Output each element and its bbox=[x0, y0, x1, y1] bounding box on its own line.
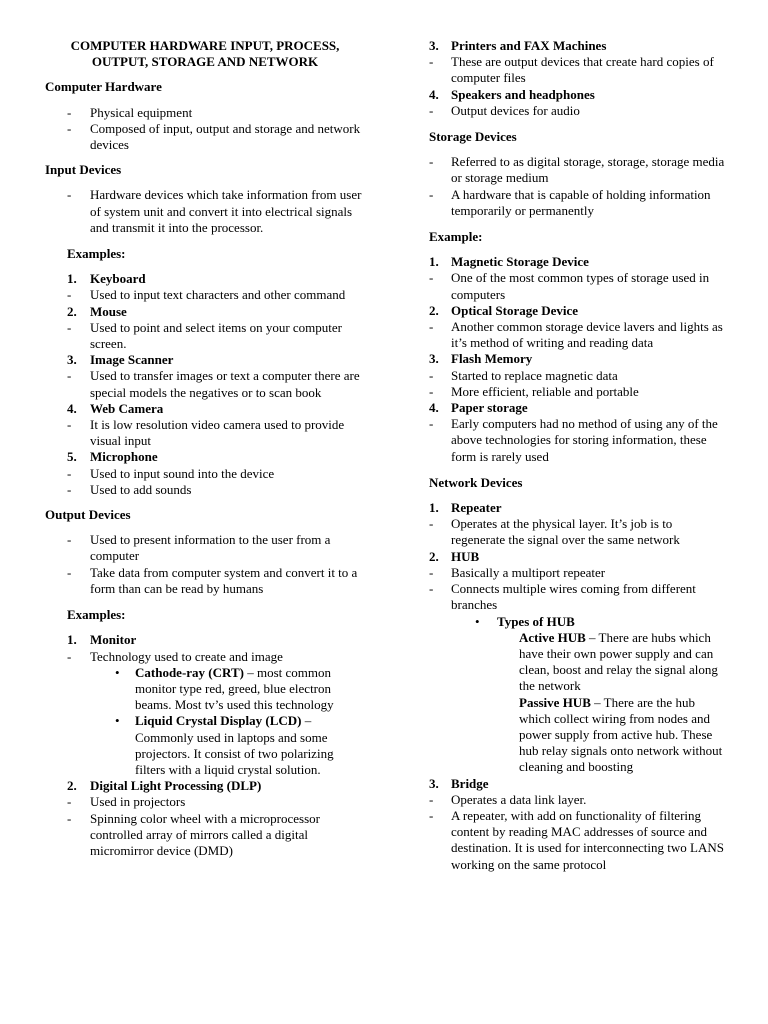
item-number: 4. bbox=[67, 400, 77, 416]
left-column bbox=[45, 38, 365, 859]
item-title: Keyboard bbox=[90, 271, 146, 287]
bullet-lcd bbox=[45, 713, 365, 778]
item-title: Flash Memory bbox=[451, 351, 533, 367]
item-number: 3. bbox=[67, 352, 77, 368]
item-title: Optical Storage Device bbox=[451, 302, 579, 318]
item-number: 3. bbox=[429, 38, 439, 53]
item-web-camera bbox=[45, 401, 365, 417]
list-item: - One of the most common types of storage used in computers bbox=[429, 270, 729, 302]
item-title: Monitor bbox=[90, 632, 137, 648]
heading-computer-hardware: Computer Hardware bbox=[45, 79, 162, 95]
sub-text: – There are hubs which have their own power supply and can clean, boost and relay the signal along the network bbox=[519, 629, 718, 694]
item-hub bbox=[429, 549, 729, 565]
list-item: - Used to point and select items on your computer screen. bbox=[45, 320, 365, 352]
item-dlp bbox=[45, 778, 365, 794]
item-title: Repeater bbox=[451, 500, 502, 516]
bullet-title: Liquid Crystal Display (LCD) bbox=[135, 713, 302, 729]
item-title: Magnetic Storage Device bbox=[451, 254, 589, 270]
heading-input-devices: Input Devices bbox=[45, 162, 122, 178]
item-title: Speakers and headphones bbox=[451, 86, 595, 102]
list-item: - Used to transfer images or text a computer there are special models the negatives or to scan book bbox=[45, 368, 365, 400]
bullet-text: – Commonly used in laptops and some projectors. It consist of two polarizing filters with a liquid crystal solution. bbox=[135, 713, 334, 777]
list-item: - Take data from computer system and convert it to a form than can be read by humans bbox=[45, 565, 365, 597]
list-item: - Started to replace magnetic data bbox=[429, 368, 729, 384]
item-number: 5. bbox=[67, 449, 77, 465]
item-speakers bbox=[429, 87, 729, 103]
right-column bbox=[429, 38, 729, 873]
bullet-title: Types of HUB bbox=[497, 613, 575, 629]
list-item: - Technology used to create and image bbox=[45, 649, 365, 665]
item-number: 3. bbox=[429, 351, 439, 367]
list-item: - A repeater, with add on functionality of filtering content by reading MAC addresses of source and destination. It is used for interconnecting two LANS working on the same protocol bbox=[429, 808, 729, 873]
item-title: Microphone bbox=[90, 449, 158, 465]
active-hub-text bbox=[429, 630, 729, 695]
examples-label: Examples: bbox=[67, 607, 126, 623]
list-item: - Another common storage device lavers and lights as it’s method of writing and reading data bbox=[429, 319, 729, 351]
list-item: - Used to present information to the user from a computer bbox=[45, 532, 365, 564]
sub-title: Passive HUB bbox=[519, 694, 591, 710]
item-magnetic-storage bbox=[429, 254, 729, 270]
bullet-title: Cathode-ray (CRT) bbox=[135, 664, 244, 680]
list-item: - A hardware that is capable of holding information temporarily or permanently bbox=[429, 187, 729, 219]
item-number: 3. bbox=[429, 775, 439, 791]
item-number: 4. bbox=[429, 400, 439, 416]
item-bridge bbox=[429, 776, 729, 792]
item-title: Web Camera bbox=[90, 400, 164, 416]
item-printers bbox=[429, 38, 729, 54]
item-microphone bbox=[45, 449, 365, 465]
list-item: - Spinning color wheel with a microprocessor controlled array of mirrors called a digital micromirror device (DMD) bbox=[45, 811, 365, 860]
item-number: 1. bbox=[429, 500, 439, 516]
item-mouse bbox=[45, 304, 365, 320]
list-item: - More efficient, reliable and portable bbox=[429, 384, 729, 400]
sub-text: – There are the hub which collect wiring from nodes and power supply from active hub. These hub relay signals onto network without cleaning and boosting bbox=[519, 694, 723, 775]
item-title: Digital Light Processing (DLP) bbox=[90, 778, 262, 794]
item-flash-memory bbox=[429, 351, 729, 367]
list-item: - Early computers had no method of using any of the above technologies for storing information, these form is rarely used bbox=[429, 416, 729, 465]
item-number: 2. bbox=[429, 302, 439, 318]
list-item: - Used in projectors bbox=[45, 794, 365, 810]
list-item: - It is low resolution video camera used to provide visual input bbox=[45, 417, 365, 449]
item-repeater bbox=[429, 500, 729, 516]
list-item: - Connects multiple wires coming from different branches bbox=[429, 581, 729, 613]
list-item: - Basically a multiport repeater bbox=[429, 565, 729, 581]
list-item: - Operates at the physical layer. It’s job is to regenerate the signal over the same network bbox=[429, 516, 729, 548]
item-title: Image Scanner bbox=[90, 352, 174, 368]
document-title: COMPUTER HARDWARE INPUT, PROCESS, OUTPUT, STORAGE AND NETWORK bbox=[70, 38, 340, 70]
list-item: - Output devices for audio bbox=[429, 103, 729, 119]
item-number: 2. bbox=[67, 303, 77, 319]
list-item: - These are output devices that create hard copies of computer files bbox=[429, 54, 729, 86]
bullet-text: – most common monitor type red, greed, blue electron beams. Most tv’s used this technology bbox=[135, 664, 334, 713]
item-paper-storage bbox=[429, 400, 729, 416]
item-keyboard bbox=[45, 271, 365, 287]
item-image-scanner bbox=[45, 352, 365, 368]
item-title: HUB bbox=[451, 548, 480, 564]
examples-label: Examples: bbox=[67, 246, 126, 262]
item-number: 2. bbox=[67, 778, 77, 794]
item-title: Paper storage bbox=[451, 400, 528, 416]
item-number: 2. bbox=[429, 548, 439, 564]
passive-hub-text bbox=[429, 695, 729, 776]
list-item: - Referred to as digital storage, storage, storage media or storage medium bbox=[429, 154, 729, 186]
list-item: - Physical equipment bbox=[45, 105, 365, 121]
list-item: - Composed of input, output and storage and network devices bbox=[45, 121, 365, 153]
item-title: Printers and FAX Machines bbox=[451, 38, 607, 53]
item-number: 1. bbox=[67, 271, 77, 287]
item-number: 1. bbox=[67, 632, 77, 648]
item-title: Mouse bbox=[90, 303, 127, 319]
list-item: - Used to input text characters and other command bbox=[45, 287, 365, 303]
list-item: - Used to add sounds bbox=[45, 482, 365, 498]
item-number: 4. bbox=[429, 86, 439, 102]
item-title: Bridge bbox=[451, 775, 489, 791]
list-item: - Operates a data link layer. bbox=[429, 792, 729, 808]
example-label: Example: bbox=[429, 229, 483, 245]
item-number: 1. bbox=[429, 254, 439, 270]
list-item: - Hardware devices which take information from user of system unit and convert it into electrical signals and transmit it into the processor. bbox=[45, 187, 365, 236]
item-monitor bbox=[45, 632, 365, 648]
bullet-types-of-hub bbox=[429, 614, 729, 630]
item-optical-storage bbox=[429, 303, 729, 319]
list-item: - Used to input sound into the device bbox=[45, 466, 365, 482]
heading-storage-devices: Storage Devices bbox=[429, 129, 517, 145]
sub-title: Active HUB bbox=[519, 629, 586, 645]
bullet-crt bbox=[45, 665, 365, 714]
heading-output-devices: Output Devices bbox=[45, 507, 131, 523]
heading-network-devices: Network Devices bbox=[429, 474, 523, 490]
